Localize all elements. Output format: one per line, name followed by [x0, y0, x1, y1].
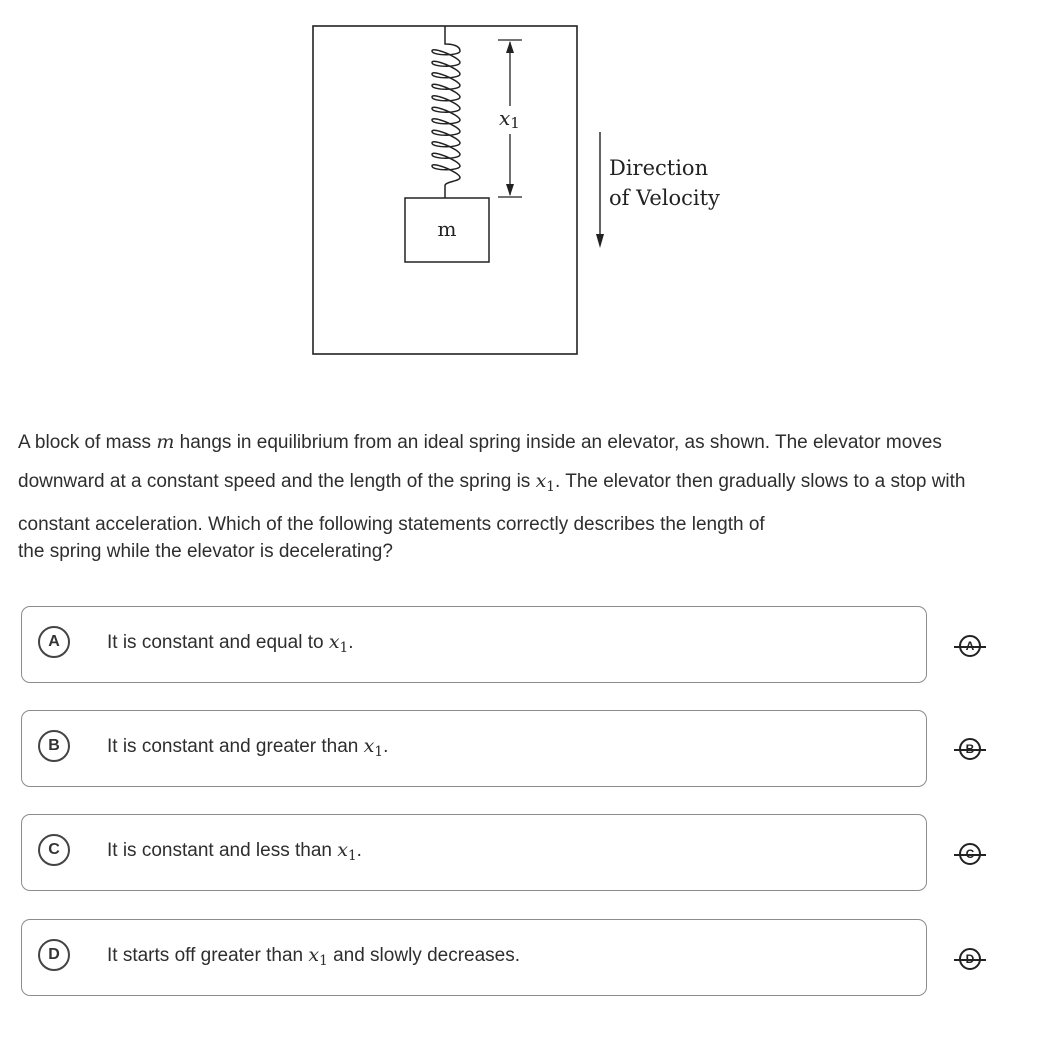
choice-c-letter-badge: C: [38, 834, 70, 866]
velocity-label-line1: Direction: [609, 156, 709, 180]
strike-line: [954, 854, 986, 856]
strikethrough-c-button[interactable]: [952, 840, 988, 868]
question-text: A block of mass m hangs in equilibrium from an ideal spring inside an elevator, as shown. The elevator moves downward at a constant speed and the length of the spring is $x_1$. The elevator then gradually slows to a stop with constant acceleration. Which of the following statements correctly describes the length of the spring while the elevator is decelerating?: [18, 431, 966, 562]
choice-d[interactable]: [21, 919, 927, 996]
spring-coil: [432, 26, 460, 198]
choice-c[interactable]: [21, 814, 927, 891]
choice-a[interactable]: [21, 606, 927, 683]
velocity-label-line2: of Velocity: [609, 186, 720, 210]
choice-a-text: It is constant and equal to $x_1$.: [107, 631, 354, 656]
strike-line: [954, 959, 986, 961]
choice-d-letter-badge: D: [38, 939, 70, 971]
strike-line: [954, 749, 986, 751]
strike-line: [954, 646, 986, 648]
dimension-arrow-down: [506, 184, 514, 196]
choice-c-text: It is constant and less than $x_1$.: [107, 839, 362, 864]
choice-b-text: It is constant and greater than $x_1$.: [107, 735, 389, 760]
choice-d-text: It starts off greater than $x_1$ and slowly decreases.: [107, 944, 521, 969]
x1-label: x1: [499, 106, 520, 132]
elevator-spring-diagram: [0, 0, 1046, 370]
dimension-arrow-up: [506, 41, 514, 53]
velocity-arrow-head: [596, 234, 604, 248]
strikethrough-d-button[interactable]: [952, 945, 988, 973]
strikethrough-b-button[interactable]: [952, 735, 988, 763]
choice-b-letter-badge: B: [38, 730, 70, 762]
strikethrough-a-button[interactable]: [952, 632, 988, 660]
choice-a-letter-badge: A: [38, 626, 70, 658]
mass-label: m: [437, 217, 457, 241]
choice-b[interactable]: [21, 710, 927, 787]
